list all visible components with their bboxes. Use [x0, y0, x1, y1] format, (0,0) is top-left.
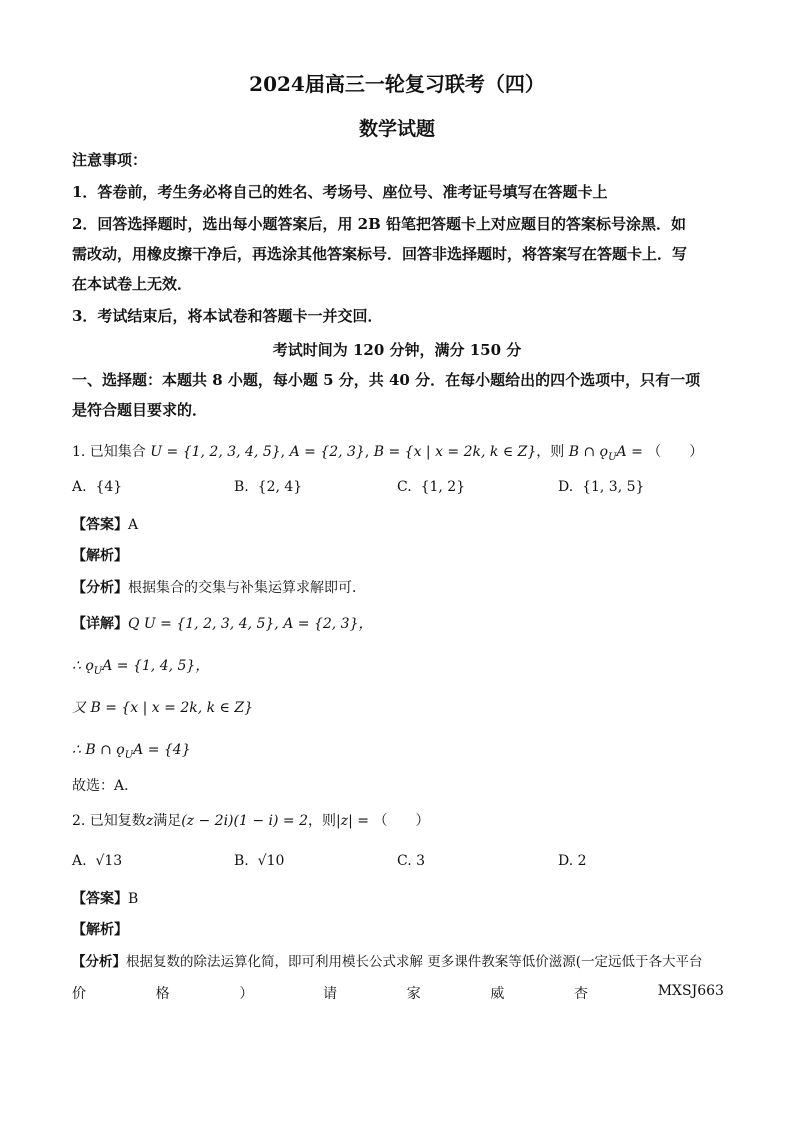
notice-item-2-line-1: 2．回答选择题时，选出每小题答案后，用 2B 铅笔把答题卡上对应题目的答案标号涂黑．如	[72, 215, 687, 233]
footer-word: 请	[323, 986, 338, 1002]
question-1-expr-sub: U	[608, 451, 617, 463]
q1-option-d: D. {1, 3, 5}	[558, 479, 645, 495]
question-2-expr: |z| =	[336, 813, 369, 829]
q2-option-c: C. 3	[397, 853, 426, 869]
question-2-paren: （ ）	[373, 813, 430, 829]
q1-choose: 故选：A．	[72, 778, 139, 794]
exam-subtitle: 数学试题	[358, 118, 435, 140]
q1-option-a: A. {4}	[72, 479, 123, 495]
set-b: B = {x | x = 2k, k ∈ Z}	[373, 444, 537, 460]
q2-analysis-tag: 【解析】	[72, 922, 128, 938]
q2-fenxi: 【分析】根据复数的除法运算化简，即可利用模长公式求解 更多课件教案等低价滋源(一定远低于各大平台	[72, 954, 703, 970]
footer-word: 家	[406, 986, 421, 1002]
q1-option-b: B. {2, 4}	[234, 479, 303, 495]
q2-option-b: B. √10	[234, 853, 285, 869]
q1-detail-3: 又 B = {x | x = 2k, k ∈ Z}	[72, 700, 253, 716]
notice-item-2-line-2: 需改动，用橡皮擦干净后，再选涂其他答案标号．回答非选择题时，将答案写在答题卡上．写	[72, 245, 688, 263]
section-1-line-2: 是符合题目要求的．	[72, 401, 208, 419]
q1-option-c: C. {1, 2}	[397, 479, 466, 495]
notice-item-1: 1．答卷前，考生务必将自己的姓名、考场号、座位号、准考证号填写在答题卡上	[72, 183, 608, 201]
footer-word: ）	[239, 986, 254, 1002]
notice-item-3: 3．考试结束后，将本试卷和答题卡一并交回．	[72, 307, 383, 325]
question-1-stem: 1. 已知集合 U = {1, 2, 3, 4, 5}, A = {2, 3}, B = {x | x = 2k, k ∈ Z}，则 B ∩ $ǫ_UA$ = （ ）	[72, 444, 704, 463]
set-a: A = {2, 3}	[289, 444, 365, 460]
footer-line	[72, 983, 724, 1003]
section-1-line-1: 一、选择题：本题共 8 小题，每小题 5 分，共 40 分．在每小题给出的四个选项中，只有一项	[72, 371, 701, 389]
exam-time: 考试时间为 120 分钟，满分 150 分	[272, 341, 522, 359]
q1-detail-1: 【详解】Q U = {1, 2, 3, 4, 5}, A = {2, 3}，	[72, 616, 373, 632]
footer-word: 杏	[574, 986, 589, 1002]
q2-option-d: D. 2	[558, 853, 587, 869]
q1-detail-2: ∴ $ǫ_UA = \{1$, 4, 5}，	[72, 658, 210, 677]
question-2-stem: 2. 已知复数z满足(z − 2i)(1 − i) = 2，则|z| = （ ）	[72, 813, 430, 829]
q2-option-a: A. √13	[72, 853, 123, 869]
q2-answer: 【答案】B	[72, 891, 139, 907]
question-1-prefix: 1. 已知集合	[72, 444, 146, 460]
footer-word: 格	[155, 986, 170, 1002]
q1-answer: 【答案】A	[72, 517, 139, 533]
footer-code: MXSJ663	[657, 983, 724, 999]
question-1-expr-tail: A =	[616, 444, 643, 460]
question-1-suffix: ，则	[536, 444, 565, 460]
notice-heading: 注意事项：	[72, 151, 148, 169]
q1-detail-4: ∴ B ∩ $ǫ_UA = \{4\}$	[72, 742, 191, 761]
exam-title: 2024届高三一轮复习联考（四）	[249, 72, 545, 96]
set-u: U = {1, 2, 3, 4, 5}	[150, 444, 281, 460]
q1-fenxi: 【分析】根据集合的交集与补集运算求解即可．	[72, 580, 366, 596]
q1-analysis-tag: 【解析】	[72, 548, 128, 564]
notice-item-2-line-3: 在本试卷上无效．	[72, 275, 193, 293]
question-1-paren: （ ）	[647, 444, 704, 460]
footer-word: 价	[72, 986, 86, 1002]
question-2-equation: (z − 2i)(1 − i) = 2	[181, 813, 308, 829]
question-1-expr: B ∩ ǫ	[568, 444, 609, 460]
var-z: z	[145, 813, 154, 829]
footer-word: 威	[490, 986, 505, 1002]
